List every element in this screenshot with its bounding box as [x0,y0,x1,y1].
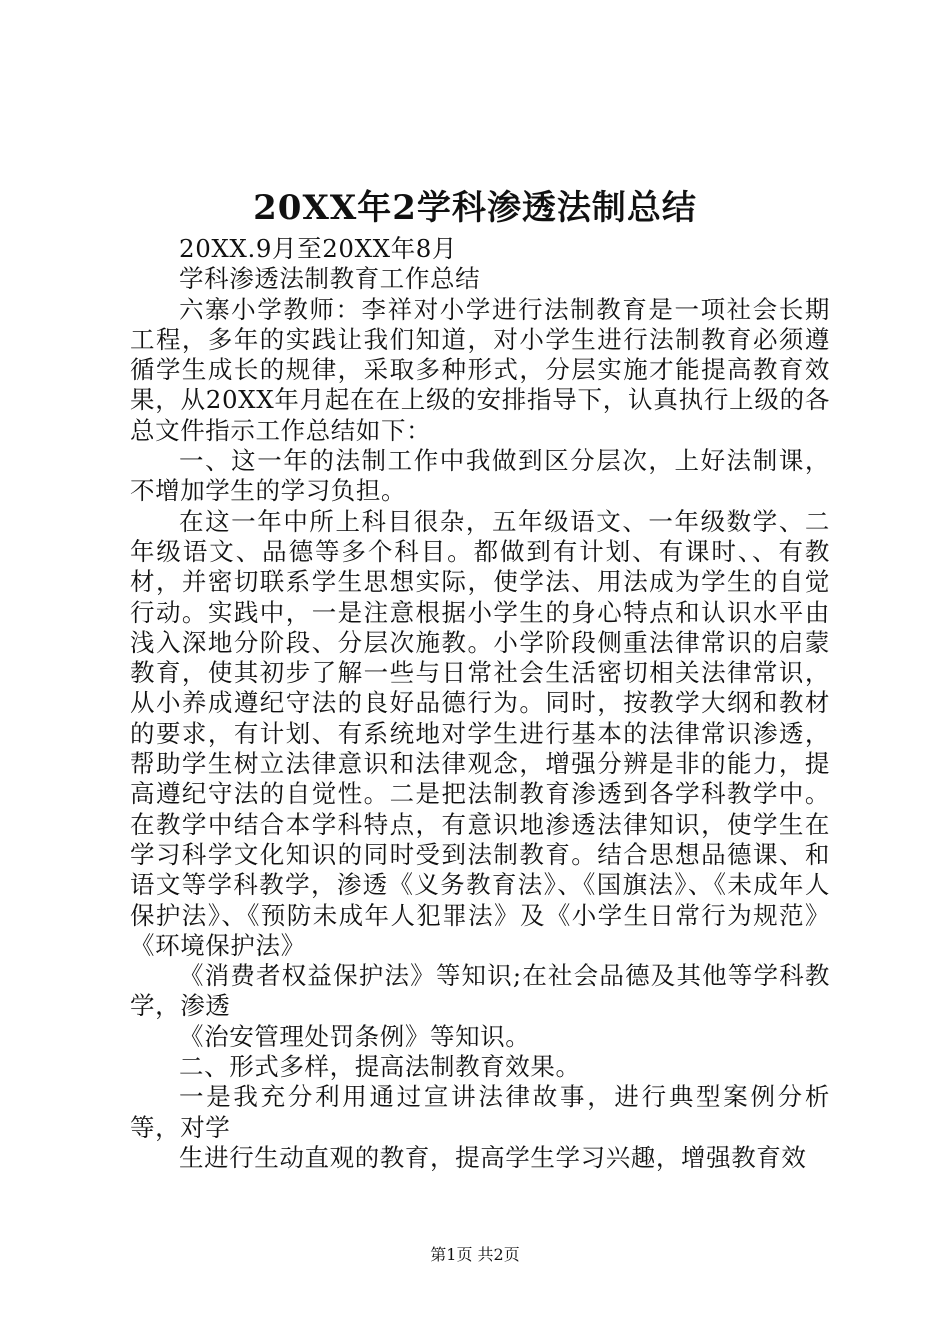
paragraph-date-range: 20XX.9月至20XX年8月 [179,234,458,263]
paragraph-security-law: 《治安管理处罚条例》等知识。 [179,1021,531,1051]
paragraph-subtitle: 学科渗透法制教育工作总结 [179,264,481,294]
document-title: 20XX年2学科渗透法制总结 [253,188,697,228]
paragraph-section-one-body: 在这一年中所上科目很杂，五年级语文、一年级数学、二年级语文、品德等多个科目。都做到有计划、有课时、、有教材，并密切联系学生思想实际，使学法、用法成为学生的自觉行动。实践中，一是注意根据小学生的身心特点和认识水平由浅入深地分阶段、分层次施教。小学阶段侧重法律常识的启蒙教育，使其初步了解一些与日常社会生活密切相关法律常识，从小养成遵纪守法的良好品德行为。同时，按教学大纲和教材的要求，有计划、有系统地对学生进行基本的法律常识渗透，帮助学生树立法律意识和法律观念，增强分辨是非的能力，提高遵纪守法的自觉性。二是把法制教育渗透到各学科教学中。在教学中结合本学科特点，有意识地渗透法律知识，使学生在学习科学文化知识的同时受到法制教育。结合思想品德课、和语文等学科教学，渗透《义务教育法》、《国旗法》、《未成年人保护法》、《预防未成年人犯罪法》及《小学生日常行为规范》《环境保护法》 [130,506,830,960]
document-body [130,234,830,1173]
paragraph-section-two: 二、形式多样，提高法制教育效果。 [179,1052,581,1082]
paragraph-intro: 六寨小学教师：李祥对小学进行法制教育是一项社会长期工程，多年的实践让我们知道，对小学生进行法制教育必须遵循学生成长的规律，采取多种形式，分层实施才能提高教育效果，从20XX年月起在在上级的安排指导下，认真执行上级的各总文件指示工作总结如下： [130,294,830,445]
paragraph-section-two-body: 一是我充分利用通过宣讲法律故事，进行典型案例分析等，对学 [130,1082,830,1142]
paragraph-section-two-continued: 生进行生动直观的教育，提高学生学习兴趣，增强教育效 [179,1142,807,1172]
paragraph-consumer-law: 《消费者权益保护法》等知识;在社会品德及其他等学科教学，渗透 [130,961,830,1021]
paragraph-section-one: 一、这一年的法制工作中我做到区分层次，上好法制课，不增加学生的学习负担。 [130,446,830,506]
page-footer: 第1页 共2页 [430,1245,520,1264]
